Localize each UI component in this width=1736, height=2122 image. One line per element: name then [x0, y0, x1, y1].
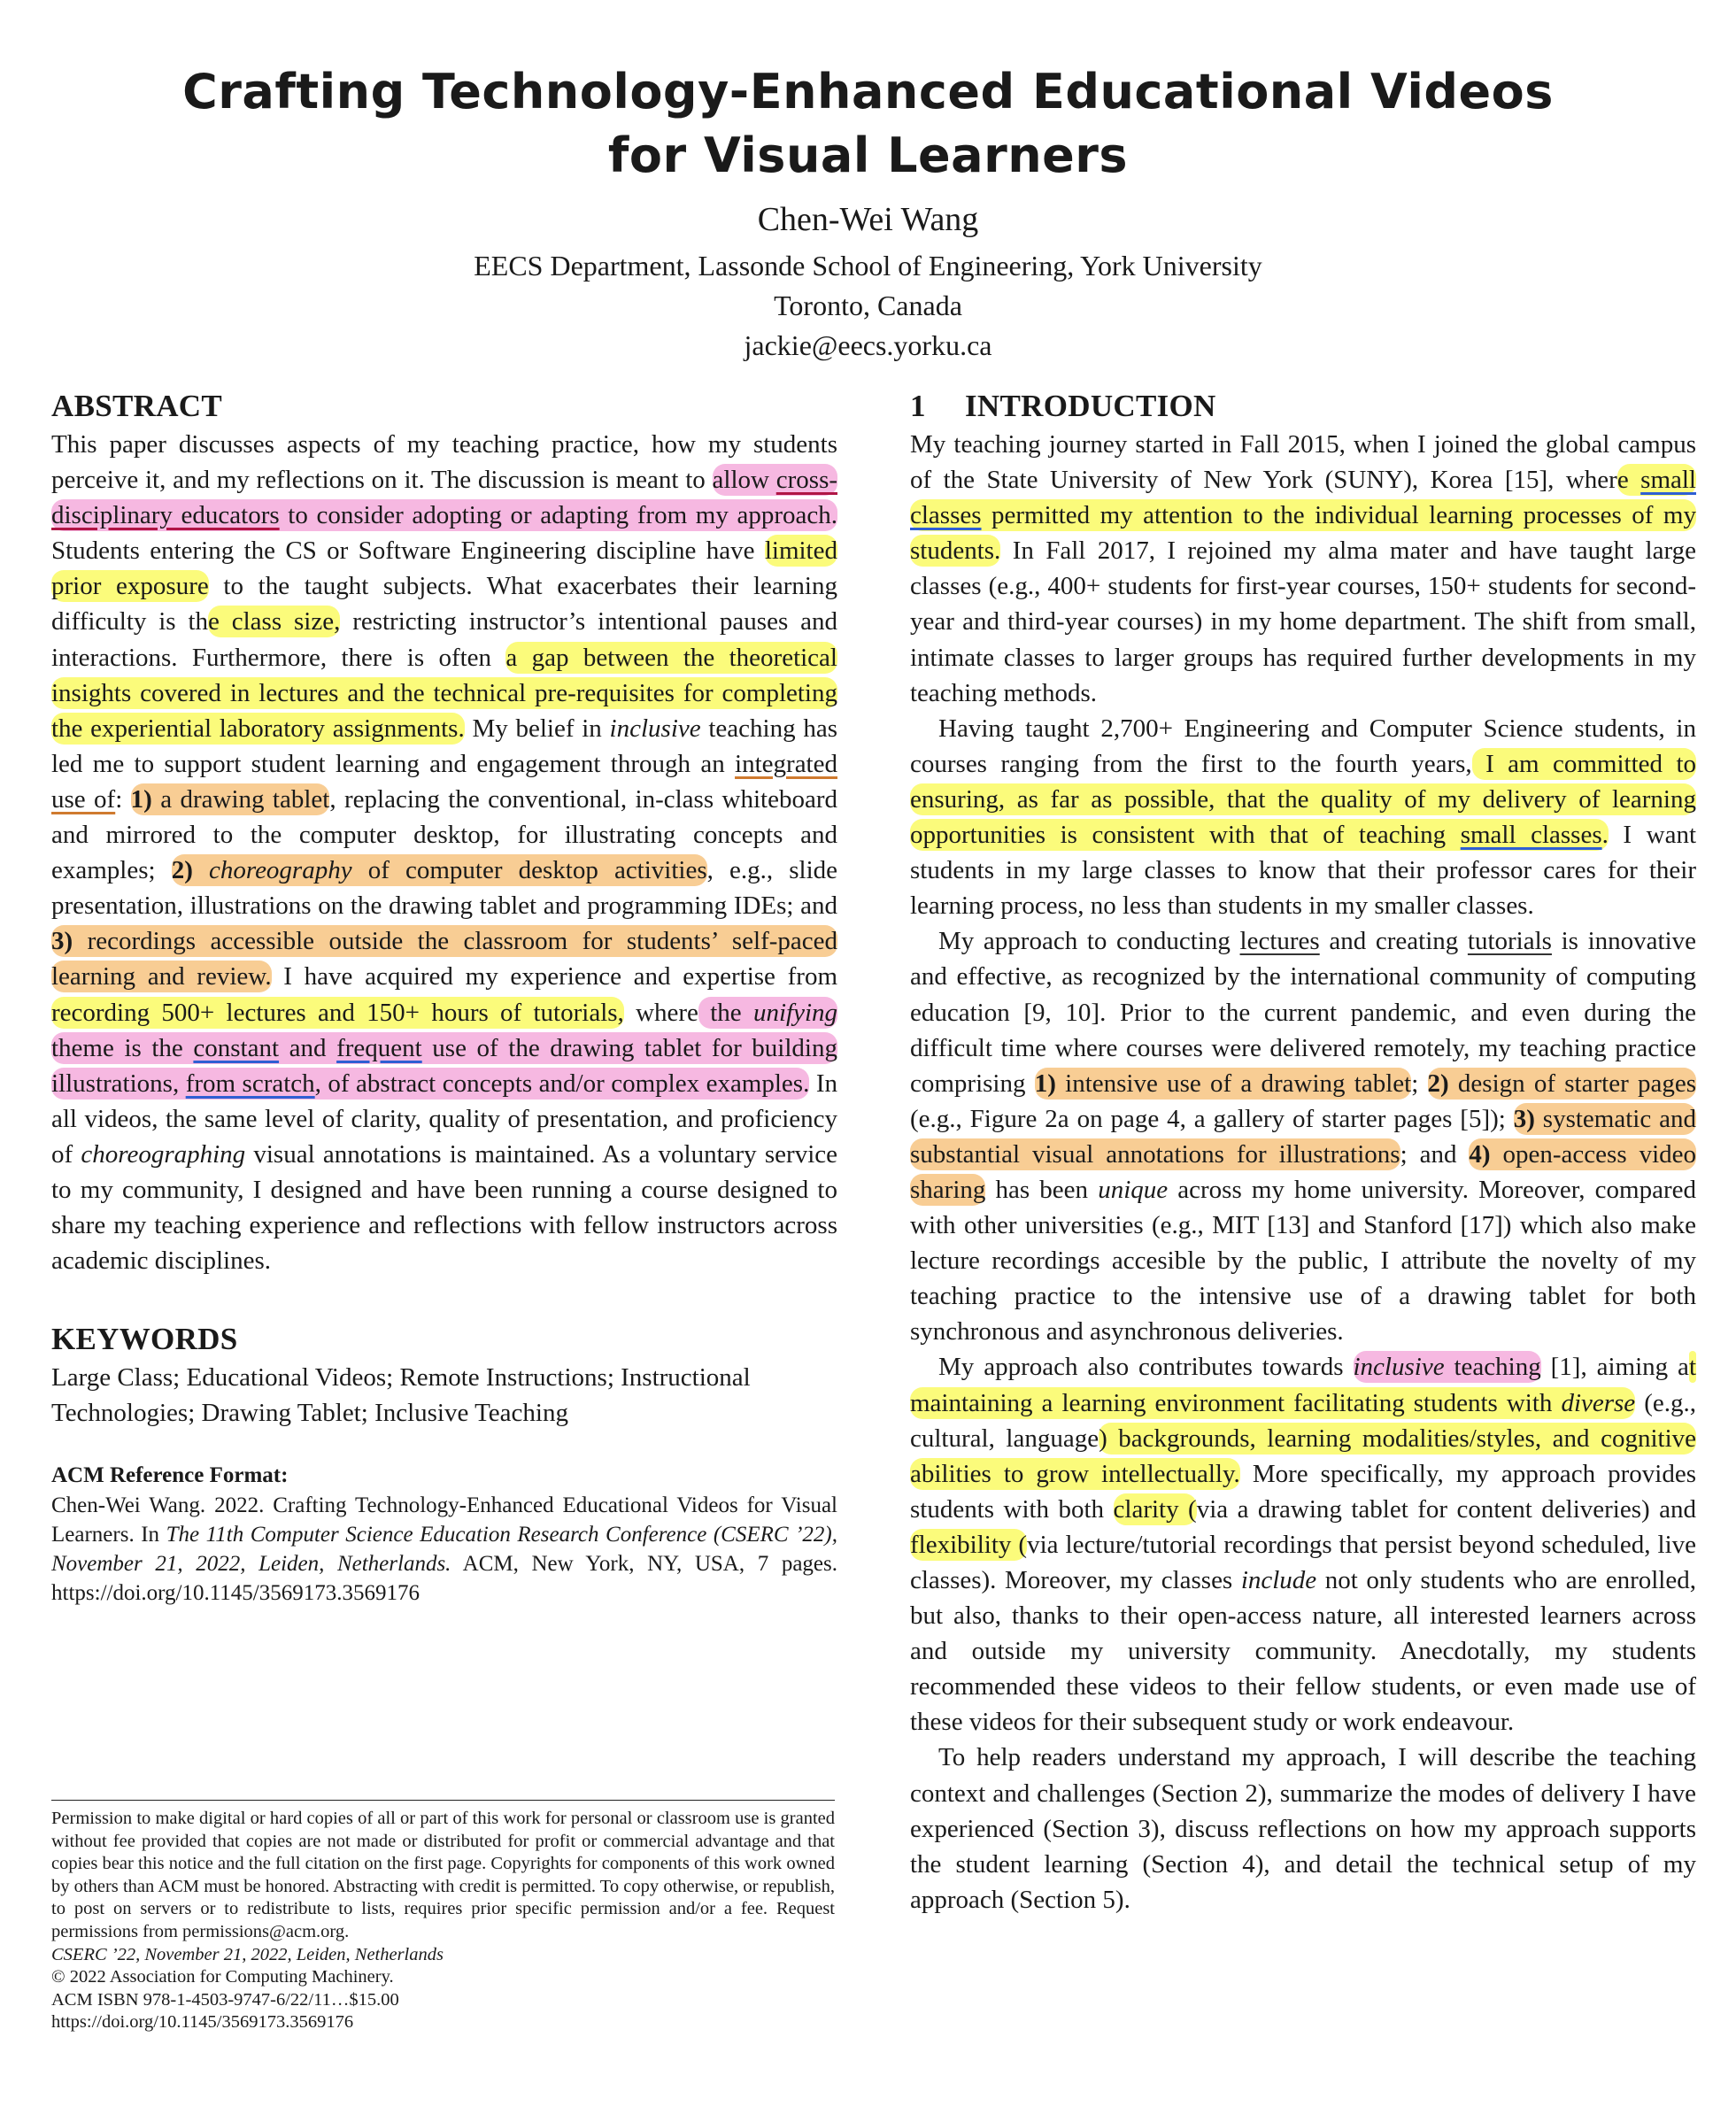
body-text: e [1616, 466, 1641, 495]
body-text: ; [1411, 1069, 1428, 1098]
acm-reference-heading: ACM Reference Format: [51, 1463, 289, 1488]
body-text: [1], aiming a [1540, 1353, 1689, 1382]
underline-blue: frequent [336, 1033, 422, 1062]
abstract-text: allow [712, 466, 776, 495]
abstract-text: teaching has led me to support student learning and engagement through an [51, 714, 837, 778]
location: Toronto, Canada [774, 289, 962, 321]
abstract-italic: choreographing [81, 1139, 246, 1169]
abstract-text: My belief in [464, 714, 610, 743]
body-text: design of starter pages [1448, 1069, 1696, 1098]
abstract-italic: inclusive [609, 714, 701, 743]
underline-blue: small classes [1460, 821, 1602, 850]
reference-venue: The 11th Computer Science Education Research Conference (CSERC ’22), November 21, 2022, Leiden, Netherlands. [51, 1523, 837, 1577]
abstract-text: and [279, 1033, 337, 1062]
abstract-text: use of the drawing tablet for building illustrations, [51, 1033, 837, 1098]
reference-text: ACM, New York, NY, USA, 7 pages. https://doi.org/10.1145/3569173.3569176 [51, 1552, 837, 1606]
body-text: ; and [1400, 1139, 1470, 1169]
highlight-yellow: recording 500+ lectures and 150+ hours of tutorials, [51, 998, 624, 1027]
body-italic: include [1240, 1566, 1317, 1594]
list-marker: 4) [1469, 1139, 1491, 1169]
body-text: is innovative and effective, as recognized by the international community of computing education [9, 10]. Prior to the current pandemic, and even during the difficult time where courses were delivered remotely, my teaching practice comprising [910, 927, 1696, 1098]
permission-text: Permission to make digital or hard copies of all or part of this work for personal or classroom use is granted without fee provided that copies are not made or distributed for profit or commercial advantage and that copies bear this notice and the full citation on the first page. Copyrights for components of this work owned by others than ACM must be honored. Abstracting with credit is permitted. To copy otherwise, or republish, to post on servers or to redistribute to lists, requires prior specific permission and/or a fee. Request permissions from permissions@acm.org. [51, 1809, 835, 1941]
body-text: My teaching journey started in Fall 2015, when I joined the global campus of the State University of New York (SUNY), Korea [15], wher [910, 430, 1696, 495]
body-text: has been [985, 1175, 1099, 1204]
body-text: More specifically, my approach provides students with both [910, 1459, 1696, 1524]
body-text: My approach also contributes towards [938, 1353, 1354, 1382]
section-number: 1 [910, 389, 926, 423]
underline-blue: from scratch [185, 1069, 315, 1098]
list-marker: 2) [1427, 1069, 1449, 1098]
highlight-orange [172, 854, 707, 886]
doi-line: https://doi.org/10.1145/3569173.3569176 [51, 2012, 354, 2033]
list-marker: 3) [1513, 1104, 1535, 1133]
body-text: ( [1011, 1530, 1028, 1559]
abstract-text: , replacing the conventional, in-class whiteboard and mirrored to the computer desktop, for illustrating concepts and examples; [51, 784, 837, 885]
list-marker: 3) [51, 927, 73, 956]
highlight-orange [131, 783, 330, 815]
abstract-text: of computer desktop activities [351, 856, 707, 885]
abstract-text: to consider adopting or adapting from my approach. [279, 501, 837, 530]
body-text: ( [1178, 1494, 1197, 1524]
highlight-yellow: a gap between the theoretical insights covered in lectures and the technical pre-requisites for completing the experiential laboratory assignments. [51, 643, 837, 743]
title-line-1: Crafting Technology-Enhanced Educational Videos [182, 64, 1554, 120]
underline-blue: small classes [910, 466, 1696, 530]
abstract-text: recordings accessible outside the classroom for students’ self-paced learning and review. [51, 927, 837, 992]
abstract-text: In all videos, the same level of clarity, quality of presentation, and proficiency of [51, 1069, 837, 1169]
reference-text: Chen-Wei Wang. 2022. Crafting Technology-Enhanced Educational Videos for Visual Learners. In [51, 1493, 837, 1547]
underline-blue: constant [193, 1033, 280, 1062]
abstract-text: This paper discusses aspects of my teaching practice, how my students perceive it, and my reflections on it. The discussion is meant to [51, 430, 837, 495]
list-marker: 2) [171, 856, 193, 885]
abstract-italic: unifying [752, 998, 837, 1027]
conference-text: CSERC ’22, November 21, 2022, Leiden, Netherlands [51, 1944, 444, 1964]
highlight-yellow: ) backgrounds, learning modalities/styles, and cognitive abilities to grow intellectually. [910, 1424, 1697, 1488]
underline-red: cross-disciplinary educators [51, 466, 838, 530]
highlight-yellow [910, 1529, 1027, 1561]
body-text: My approach to conducting [938, 927, 1240, 956]
email: jackie@eecs.yorku.ca [744, 329, 992, 361]
highlight-orange [1035, 1068, 1411, 1100]
body-text: and creating [1319, 927, 1468, 956]
abstract-text: theme is the [51, 1033, 194, 1062]
intro-paragraph-2 [910, 711, 1696, 924]
abstract-text: restricting instructor’s intentional pauses and interactions. Furthermore, there is often [51, 607, 837, 672]
intro-paragraph-1 [910, 427, 1696, 711]
acm-reference-text [51, 1491, 837, 1608]
right-column [910, 386, 1696, 1918]
abstract-text [193, 856, 209, 884]
body-italic: inclusive [1353, 1353, 1445, 1382]
body-italic: diverse [1561, 1388, 1636, 1417]
intro-paragraph-5: To help readers understand my approach, I will describe the teaching context and challenges (Section 2), summarize the modes of delivery I have experienced (Section 3), discuss reflections on how my approach supports the student learning (Section 4), and detail the technical setup of my approach (Section 5). [910, 1743, 1696, 1914]
permission-footnote [51, 1800, 835, 2034]
introduction-heading [910, 386, 1696, 427]
body-text: clarity [1113, 1494, 1179, 1524]
abstract-text: Students entering the CS or Software Engineering discipline have [51, 536, 765, 566]
isbn-line: ACM ISBN 978-1-4503-9747-6/22/11…$15.00 [51, 1989, 399, 2010]
body-text: permitted my attention to the individual learning processes of my students. [910, 501, 1696, 566]
abstract-heading: ABSTRACT [51, 389, 223, 423]
keywords-heading: KEYWORDS [51, 1322, 238, 1357]
conference-line [51, 1944, 835, 1967]
abstract-text: I have acquired my experience and expertise from [271, 962, 838, 992]
list-marker: 1) [1034, 1069, 1056, 1098]
highlight-yellow: e class size, [208, 607, 341, 637]
abstract-text: the [698, 998, 753, 1027]
abstract-text: where [623, 998, 698, 1027]
highlight-yellow: limited prior exposure [51, 536, 837, 601]
abstract-italic: choreography [208, 856, 352, 885]
body-text: . [1601, 821, 1609, 850]
keywords-text: Large Class; Educational Videos; Remote Instructions; Instructional Technologies; Drawing Tablet; Inclusive Teaching [51, 1363, 751, 1428]
body-text: teaching [1444, 1353, 1541, 1382]
abstract-text: to the taught subjects. What exacerbates their learning difficulty is th [51, 572, 837, 637]
abstract-text: : [115, 784, 131, 814]
underline-black: tutorials [1467, 927, 1552, 956]
body-text: via lecture/tutorial recordings that persist beyond scheduled, live classes). Moreover, my classes [910, 1530, 1696, 1594]
body-text: I want students in my large classes to know that their professor cares for their learning process, no less than students in my smaller classes. [910, 821, 1696, 921]
highlight-pink [1354, 1351, 1541, 1383]
body-text: (e.g., cultural, language [910, 1388, 1696, 1453]
body-text: (e.g., Figure 2a on page 4, a gallery of starter pages [5]); [910, 1104, 1514, 1133]
section-title: INTRODUCTION [965, 389, 1216, 423]
highlight-yellow [1114, 1493, 1197, 1525]
copyright-line: © 2022 Association for Computing Machinery. [51, 1967, 394, 1987]
intro-paragraph-4 [910, 1349, 1696, 1740]
body-text: maintaining a learning environment facilitating students with [910, 1388, 1562, 1417]
affiliation: EECS Department, Lassonde School of Engineering, York University [474, 250, 1262, 282]
author-affiliation-block [0, 246, 1736, 366]
body-italic: unique [1098, 1175, 1169, 1204]
abstract-text: a drawing tablet [151, 784, 330, 814]
intro-paragraph-3 [910, 923, 1696, 1349]
list-marker: 1) [130, 784, 152, 814]
author-name: Chen-Wei Wang [757, 201, 979, 238]
abstract-text: , e.g., slide presentation, illustrations on the drawing tablet and programming IDEs; and [51, 856, 838, 921]
underline-black: lectures [1239, 927, 1320, 956]
underline-orange: integrated use of [51, 749, 837, 814]
abstract-text: , of abstract concepts and/or complex examples. [314, 1069, 810, 1098]
body-text: systematic and substantial visual annotations for illustrations [910, 1104, 1696, 1169]
body-text: across my home university. Moreover, compared with other universities (e.g., MIT [13] and Stanford [17]) which also make lecture recordings accesible by the public, I attribute the novelty of my teaching practice to the intensive use of a drawing tablet for both synchronous and asynchronous deliveries. [910, 1175, 1696, 1347]
body-text: In Fall 2017, I rejoined my alma mater and have taught large classes (e.g., 400+ students for first-year courses, 150+ students for second-year and third-year courses) in my home department. The shift from small, intimate classes to larger groups has required further developments in my teaching methods. [910, 536, 1696, 707]
body-text: intensive use of a drawing tablet [1055, 1069, 1412, 1098]
abstract-paragraph [51, 427, 837, 1278]
body-text: I am committed to ensuring, as far as possible, that the quality of my delivery of learning opportunities is consistent with that of teaching [910, 749, 1696, 850]
body-text: flexibility [910, 1530, 1012, 1559]
body-text: via a drawing tablet for content deliveries) and [1196, 1494, 1696, 1524]
body-text: Having taught 2,700+ Engineering and Computer Science students, in courses ranging from the first to the fourth years, [910, 714, 1696, 778]
body-text: t [1688, 1353, 1696, 1382]
body-text: open-access video sharing [910, 1139, 1696, 1204]
title-line-2: for Visual Learners [607, 127, 1129, 183]
left-column [51, 386, 837, 1608]
abstract-text: visual annotations is maintained. As a voluntary service to my community, I designed and have been running a course designed to share my teaching experience and reflections with fellow instructors across academic disciplines. [51, 1139, 837, 1276]
highlight-orange [1428, 1068, 1697, 1100]
body-text: not only students who are enrolled, but also, thanks to their open-access nature, all interested learners across and outside my university community. Anecdotally, my students recommended these videos to their fellow students, or even made use of these videos for their subsequent study or work endeavour. [910, 1566, 1696, 1737]
paper-title [0, 60, 1736, 188]
